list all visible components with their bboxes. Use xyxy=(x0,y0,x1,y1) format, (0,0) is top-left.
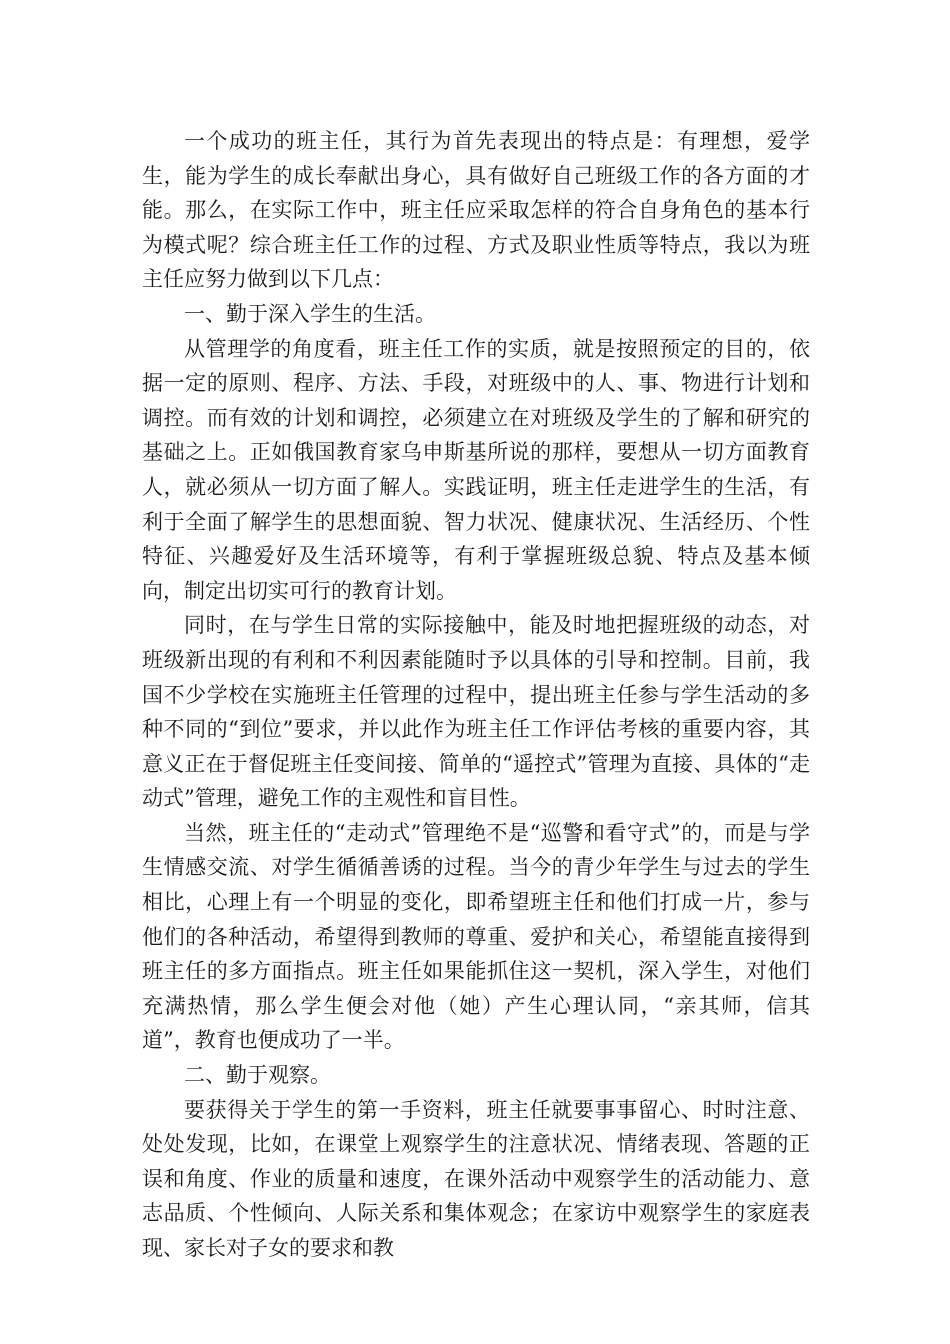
section-heading-1: 一、勤于深入学生的生活。 xyxy=(184,301,436,326)
body-paragraph: 同时，在与学生日常的实际接触中，能及时地把握班级的动态，对班级新出现的有利和不利因素能随时予以具体的引导和控制。目前，我国不少学校在实施班主任管理的过程中，提出班主任参与学生活动的多种不同的“到位”要求，并以此作为班主任工作评估考核的重要内容，其意义正在于督促班主任变间接、简单的“遥控式”管理为直接、具体的“走动式”管理，避免工作的主观性和盲目性。 xyxy=(142,613,810,811)
intro-paragraph: 一个成功的班主任，其行为首先表现出的特点是：有理想，爱学生，能为学生的成长奉献出身心，具有做好自己班级工作的各方面的才能。那么，在实际工作中，班主任应采取怎样的符合自身角色的基本行为模式呢？综合班主任工作的过程、方式及职业性质等特点，我以为班主任应努力做到以下几点： xyxy=(142,129,810,292)
body-paragraph: 当然，班主任的“走动式”管理绝不是“巡警和看守式”的，而是与学生情感交流、对学生循循善诱的过程。当今的青少年学生与过去的学生相比，心理上有一个明显的变化，即希望班主任和他们打成一片，参与他们的各种活动，希望得到教师的尊重、爱护和关心，希望能直接得到班主任的多方面指点。班主任如果能抓住这一契机，深入学生，对他们充满热情，那么学生便会对他（她）产生心理认同，“亲其师，信其道”，教育也便成功了一半。 xyxy=(142,820,810,1053)
body-paragraph: 要获得关于学生的第一手资料，班主任就要事事留心、时时注意、处处发现，比如，在课堂上观察学生的注意状况、情绪表现、答题的正误和角度、作业的质量和速度，在课外活动中观察学生的活动能力、意志品质、个性倾向、人际关系和集体观念；在家访中观察学生的家庭表现、家长对子女的要求和教 xyxy=(142,1097,810,1260)
section-heading-2: 二、勤于观察。 xyxy=(184,1063,331,1088)
document-body xyxy=(142,124,810,1266)
body-paragraph: 从管理学的角度看，班主任工作的实质，就是按照预定的目的，依据一定的原则、程序、方法、手段，对班级中的人、事、物进行计划和调控。而有效的计划和调控，必须建立在对班级及学生的了解和研究的基础之上。正如俄国教育家乌申斯基所说的那样，要想从一切方面教育人，就必须从一切方面了解人。实践证明，班主任走进学生的生活，有利于全面了解学生的思想面貌、智力状况、健康状况、生活经历、个性特征、兴趣爱好及生活环境等，有利于掌握班级总貌、特点及基本倾向，制定出切实可行的教育计划。 xyxy=(142,336,810,603)
